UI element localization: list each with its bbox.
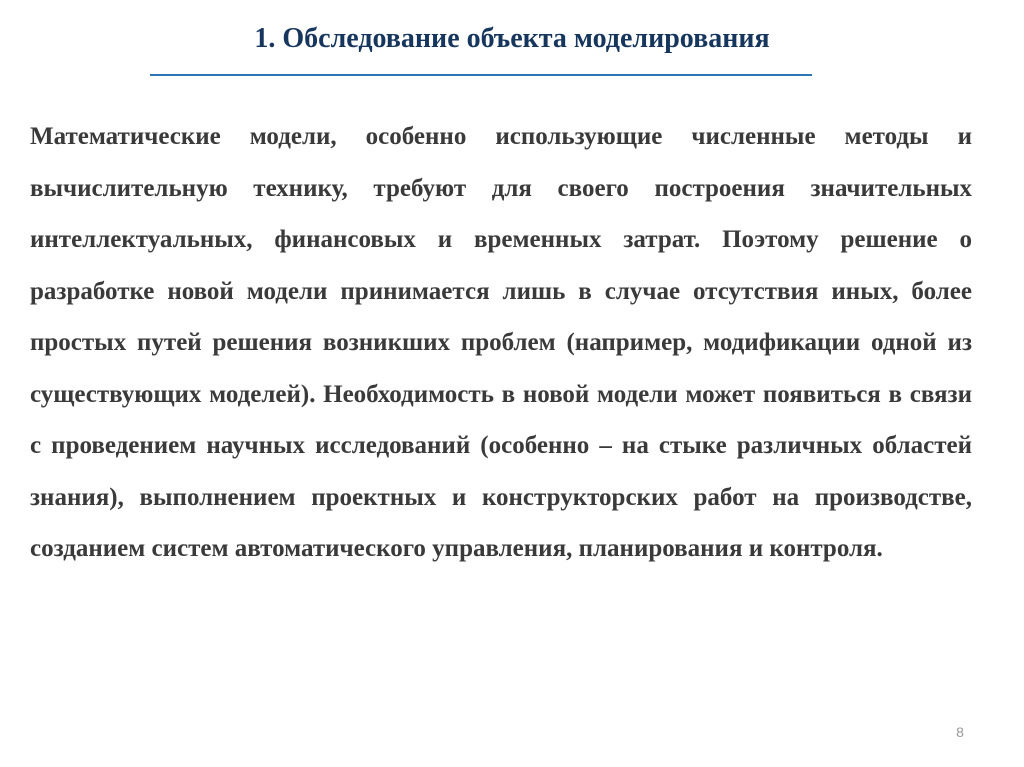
title-underline — [150, 74, 812, 76]
body-paragraph: Математические модели, особенно использующие численные методы и вычислительную технику, требуют для своего построения значительных интеллектуальных, финансовых и временных затрат. Поэтому решение о разработке новой модели принимается лишь в случае отсутствия иных, более простых путей решения возникших проблем (например, модификации одной из существующих моделей). Необходимость в новой модели может появиться в связи с проведением научных исследований (особенно – на стыке различных областей знания), выполнением проектных и конструкторских работ на производстве, созданием систем автоматического управления, планирования и контроля. — [30, 123, 972, 562]
page-number: 8 — [956, 724, 964, 740]
slide-title: 1. Обследование объекта моделирования — [254, 23, 770, 54]
